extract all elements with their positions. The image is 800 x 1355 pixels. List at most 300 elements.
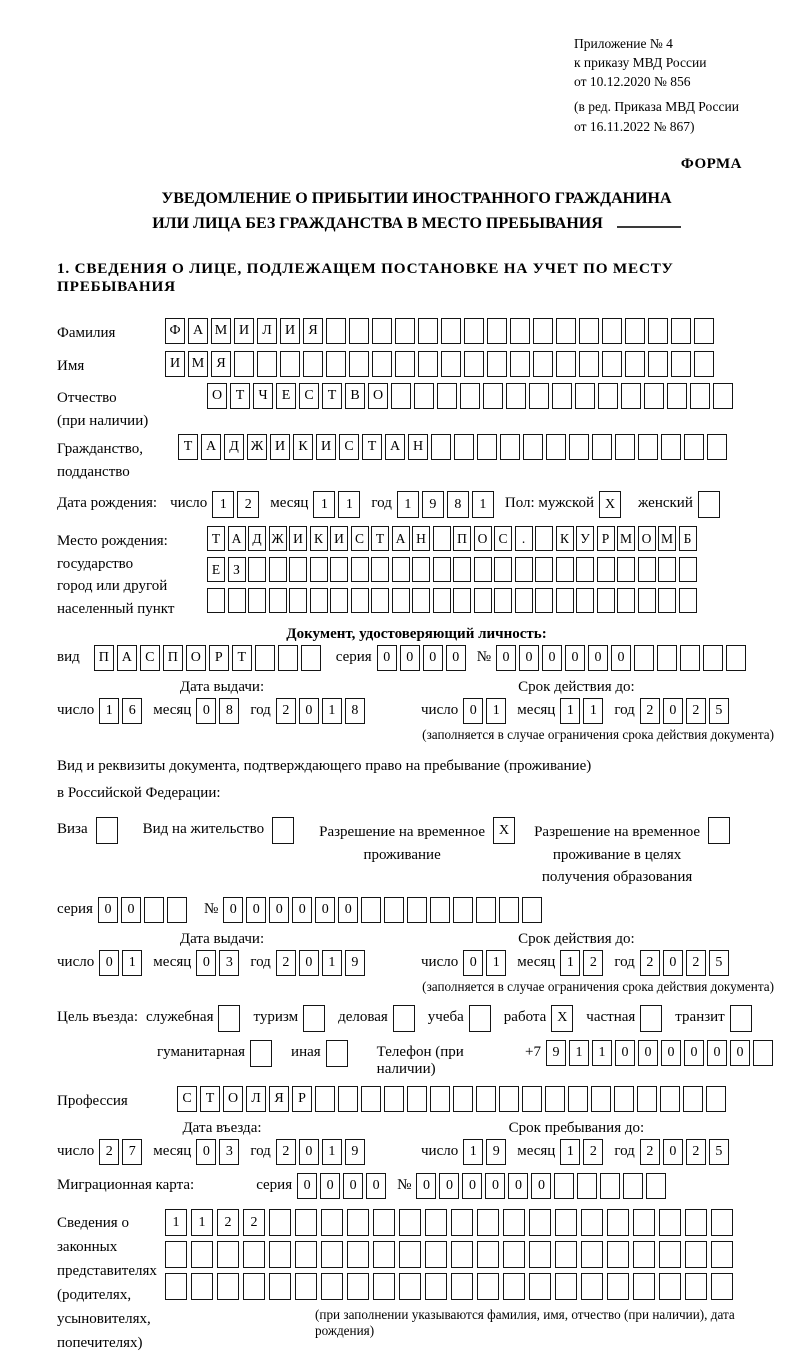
char-box[interactable] <box>499 1086 519 1112</box>
char-box[interactable] <box>690 383 710 409</box>
char-box[interactable]: 0 <box>320 1173 340 1199</box>
char-box[interactable]: Я <box>303 318 323 344</box>
char-box[interactable]: 1 <box>569 1040 589 1066</box>
char-box[interactable]: 2 <box>640 1139 660 1165</box>
char-box[interactable] <box>321 1241 343 1268</box>
char-box[interactable] <box>430 1086 450 1112</box>
char-box[interactable]: 0 <box>519 645 539 671</box>
char-box[interactable] <box>633 1209 655 1236</box>
char-box[interactable] <box>554 1173 574 1199</box>
char-box[interactable]: 9 <box>345 950 365 976</box>
char-box[interactable]: В <box>345 383 365 409</box>
char-box[interactable]: Д <box>248 526 266 551</box>
char-box[interactable] <box>592 434 612 460</box>
char-box[interactable]: С <box>140 645 160 671</box>
char-box[interactable] <box>269 557 287 582</box>
sex-male-checkbox-cell[interactable]: X <box>599 491 621 518</box>
char-box[interactable]: П <box>453 526 471 551</box>
char-box[interactable]: 0 <box>531 1173 551 1199</box>
char-box[interactable] <box>546 434 566 460</box>
char-box[interactable] <box>607 1241 629 1268</box>
char-box[interactable] <box>576 588 594 613</box>
char-box[interactable] <box>499 897 519 923</box>
char-box[interactable] <box>494 557 512 582</box>
char-box[interactable] <box>243 1241 265 1268</box>
char-box[interactable] <box>418 318 438 344</box>
char-box[interactable] <box>556 557 574 582</box>
char-box[interactable]: А <box>392 526 410 551</box>
char-box[interactable]: С <box>177 1086 197 1112</box>
char-box[interactable]: 0 <box>299 698 319 724</box>
char-box[interactable]: 2 <box>686 950 706 976</box>
char-box[interactable] <box>347 1273 369 1300</box>
char-box[interactable]: Е <box>276 383 296 409</box>
char-box[interactable] <box>351 557 369 582</box>
char-box[interactable] <box>753 1040 773 1066</box>
char-box[interactable] <box>351 588 369 613</box>
char-box[interactable]: 2 <box>640 698 660 724</box>
char-box[interactable]: 2 <box>99 1139 119 1165</box>
char-box[interactable] <box>568 1086 588 1112</box>
char-box[interactable] <box>407 897 427 923</box>
char-box[interactable] <box>321 1273 343 1300</box>
char-box[interactable]: 0 <box>121 897 141 923</box>
char-box[interactable]: М <box>658 526 676 551</box>
char-box[interactable] <box>437 383 457 409</box>
char-box[interactable]: 0 <box>439 1173 459 1199</box>
char-box[interactable]: . <box>515 526 533 551</box>
char-box[interactable] <box>638 588 656 613</box>
char-box[interactable] <box>648 351 668 377</box>
char-box[interactable]: 2 <box>243 1209 265 1236</box>
char-box[interactable]: 1 <box>560 698 580 724</box>
char-box[interactable] <box>671 318 691 344</box>
char-box[interactable] <box>602 318 622 344</box>
char-box[interactable]: 2 <box>686 1139 706 1165</box>
char-box[interactable] <box>451 1273 473 1300</box>
char-box[interactable] <box>581 1209 603 1236</box>
char-box[interactable]: 0 <box>269 897 289 923</box>
char-box[interactable]: Т <box>230 383 250 409</box>
char-box[interactable]: 2 <box>583 1139 603 1165</box>
char-box[interactable]: А <box>188 318 208 344</box>
char-box[interactable]: О <box>223 1086 243 1112</box>
char-box[interactable]: 6 <box>122 698 142 724</box>
char-box[interactable] <box>575 383 595 409</box>
char-box[interactable] <box>453 897 473 923</box>
char-box[interactable]: А <box>385 434 405 460</box>
char-box[interactable] <box>685 1209 707 1236</box>
char-box[interactable] <box>579 351 599 377</box>
char-box[interactable]: 1 <box>397 491 419 518</box>
char-box[interactable]: 5 <box>709 950 729 976</box>
char-box[interactable]: 1 <box>322 1139 342 1165</box>
char-box[interactable]: 2 <box>276 698 296 724</box>
char-box[interactable]: П <box>163 645 183 671</box>
temp-residence-checkbox-cell[interactable]: X <box>493 817 515 844</box>
char-box[interactable] <box>310 557 328 582</box>
char-box[interactable]: 0 <box>446 645 466 671</box>
char-box[interactable] <box>347 1241 369 1268</box>
char-box[interactable]: З <box>228 557 246 582</box>
char-box[interactable] <box>464 318 484 344</box>
char-box[interactable] <box>556 588 574 613</box>
char-box[interactable]: 0 <box>196 1139 216 1165</box>
char-box[interactable]: 0 <box>99 950 119 976</box>
char-box[interactable]: Н <box>408 434 428 460</box>
char-box[interactable]: 0 <box>98 897 118 923</box>
char-box[interactable] <box>228 588 246 613</box>
char-box[interactable]: С <box>351 526 369 551</box>
char-box[interactable] <box>347 1209 369 1236</box>
char-box[interactable] <box>621 383 641 409</box>
char-box[interactable] <box>303 351 323 377</box>
char-box[interactable]: У <box>576 526 594 551</box>
char-box[interactable]: 1 <box>472 491 494 518</box>
purpose-official-checkbox-cell[interactable] <box>218 1005 240 1032</box>
char-box[interactable] <box>477 1273 499 1300</box>
char-box[interactable] <box>711 1241 733 1268</box>
char-box[interactable]: 0 <box>315 897 335 923</box>
char-box[interactable]: Л <box>246 1086 266 1112</box>
char-box[interactable] <box>474 588 492 613</box>
char-box[interactable] <box>412 557 430 582</box>
char-box[interactable]: 0 <box>463 950 483 976</box>
char-box[interactable] <box>680 645 700 671</box>
char-box[interactable] <box>217 1273 239 1300</box>
char-box[interactable] <box>533 351 553 377</box>
char-box[interactable] <box>373 1241 395 1268</box>
char-box[interactable] <box>207 588 225 613</box>
char-box[interactable] <box>269 588 287 613</box>
char-box[interactable] <box>431 434 451 460</box>
char-box[interactable]: 2 <box>237 491 259 518</box>
char-box[interactable] <box>529 1241 551 1268</box>
char-box[interactable]: И <box>330 526 348 551</box>
char-box[interactable] <box>600 1173 620 1199</box>
char-box[interactable] <box>395 318 415 344</box>
char-box[interactable]: 9 <box>486 1139 506 1165</box>
char-box[interactable] <box>625 318 645 344</box>
char-box[interactable]: 1 <box>165 1209 187 1236</box>
char-box[interactable] <box>373 1273 395 1300</box>
char-box[interactable] <box>713 383 733 409</box>
char-box[interactable] <box>330 557 348 582</box>
char-box[interactable] <box>533 318 553 344</box>
char-box[interactable] <box>321 1209 343 1236</box>
char-box[interactable] <box>607 1273 629 1300</box>
char-box[interactable]: 1 <box>583 698 603 724</box>
char-box[interactable] <box>269 1273 291 1300</box>
char-box[interactable]: К <box>556 526 574 551</box>
char-box[interactable] <box>503 1209 525 1236</box>
char-box[interactable] <box>555 1273 577 1300</box>
char-box[interactable] <box>278 645 298 671</box>
char-box[interactable]: С <box>299 383 319 409</box>
char-box[interactable] <box>392 557 410 582</box>
char-box[interactable] <box>414 383 434 409</box>
char-box[interactable] <box>597 557 615 582</box>
char-box[interactable]: 5 <box>709 698 729 724</box>
char-box[interactable] <box>617 557 635 582</box>
char-box[interactable] <box>679 588 697 613</box>
char-box[interactable] <box>529 1273 551 1300</box>
char-box[interactable] <box>338 1086 358 1112</box>
char-box[interactable]: 0 <box>343 1173 363 1199</box>
char-box[interactable] <box>552 383 572 409</box>
char-box[interactable] <box>243 1273 265 1300</box>
char-box[interactable] <box>634 645 654 671</box>
char-box[interactable]: 0 <box>542 645 562 671</box>
char-box[interactable] <box>683 1086 703 1112</box>
char-box[interactable] <box>503 1241 525 1268</box>
char-box[interactable] <box>295 1273 317 1300</box>
char-box[interactable] <box>661 434 681 460</box>
char-box[interactable] <box>591 1086 611 1112</box>
purpose-study-checkbox-cell[interactable] <box>469 1005 491 1032</box>
char-box[interactable]: 0 <box>400 645 420 671</box>
char-box[interactable]: С <box>339 434 359 460</box>
char-box[interactable]: 0 <box>663 950 683 976</box>
char-box[interactable] <box>555 1209 577 1236</box>
char-box[interactable]: 1 <box>99 698 119 724</box>
char-box[interactable]: 1 <box>486 698 506 724</box>
char-box[interactable]: 0 <box>196 698 216 724</box>
char-box[interactable]: 1 <box>191 1209 213 1236</box>
char-box[interactable]: 1 <box>560 950 580 976</box>
char-box[interactable]: Т <box>362 434 382 460</box>
char-box[interactable] <box>510 318 530 344</box>
char-box[interactable]: Ж <box>269 526 287 551</box>
char-box[interactable] <box>453 1086 473 1112</box>
char-box[interactable] <box>310 588 328 613</box>
char-box[interactable] <box>412 588 430 613</box>
char-box[interactable]: 1 <box>560 1139 580 1165</box>
char-box[interactable] <box>638 434 658 460</box>
char-box[interactable] <box>384 897 404 923</box>
char-box[interactable] <box>289 588 307 613</box>
char-box[interactable]: Л <box>257 318 277 344</box>
char-box[interactable] <box>487 351 507 377</box>
char-box[interactable]: 5 <box>709 1139 729 1165</box>
char-box[interactable] <box>349 318 369 344</box>
char-box[interactable] <box>602 351 622 377</box>
char-box[interactable]: 0 <box>638 1040 658 1066</box>
char-box[interactable] <box>617 588 635 613</box>
char-box[interactable] <box>597 588 615 613</box>
char-box[interactable]: 0 <box>611 645 631 671</box>
char-box[interactable]: 9 <box>345 1139 365 1165</box>
char-box[interactable] <box>441 351 461 377</box>
char-box[interactable]: 0 <box>707 1040 727 1066</box>
char-box[interactable] <box>391 383 411 409</box>
char-box[interactable]: Я <box>211 351 231 377</box>
char-box[interactable] <box>581 1241 603 1268</box>
char-box[interactable] <box>515 557 533 582</box>
char-box[interactable]: О <box>474 526 492 551</box>
char-box[interactable]: А <box>228 526 246 551</box>
char-box[interactable] <box>607 1209 629 1236</box>
char-box[interactable] <box>399 1241 421 1268</box>
char-box[interactable] <box>191 1273 213 1300</box>
char-box[interactable] <box>657 645 677 671</box>
char-box[interactable] <box>671 351 691 377</box>
char-box[interactable] <box>430 897 450 923</box>
char-box[interactable]: О <box>207 383 227 409</box>
char-box[interactable]: К <box>293 434 313 460</box>
char-box[interactable] <box>295 1241 317 1268</box>
sex-female-checkbox-cell[interactable] <box>698 491 720 518</box>
char-box[interactable] <box>373 1209 395 1236</box>
purpose-other-checkbox-cell[interactable] <box>326 1040 348 1067</box>
char-box[interactable] <box>646 1173 666 1199</box>
char-box[interactable]: М <box>211 318 231 344</box>
char-box[interactable]: 1 <box>338 491 360 518</box>
char-box[interactable] <box>372 351 392 377</box>
char-box[interactable] <box>633 1241 655 1268</box>
char-box[interactable] <box>625 351 645 377</box>
char-box[interactable] <box>269 1241 291 1268</box>
char-box[interactable] <box>477 1209 499 1236</box>
char-box[interactable] <box>707 434 727 460</box>
char-box[interactable]: 1 <box>313 491 335 518</box>
char-box[interactable] <box>372 318 392 344</box>
char-box[interactable] <box>523 434 543 460</box>
char-box[interactable] <box>425 1273 447 1300</box>
char-box[interactable] <box>555 1241 577 1268</box>
char-box[interactable] <box>660 1086 680 1112</box>
char-box[interactable] <box>506 383 526 409</box>
char-box[interactable]: 1 <box>463 1139 483 1165</box>
char-box[interactable]: М <box>617 526 635 551</box>
char-box[interactable]: 0 <box>338 897 358 923</box>
char-box[interactable] <box>371 557 389 582</box>
char-box[interactable]: 1 <box>122 950 142 976</box>
char-box[interactable] <box>577 1173 597 1199</box>
char-box[interactable] <box>494 588 512 613</box>
char-box[interactable]: И <box>165 351 185 377</box>
char-box[interactable] <box>659 1241 681 1268</box>
char-box[interactable] <box>615 434 635 460</box>
char-box[interactable]: О <box>368 383 388 409</box>
char-box[interactable] <box>598 383 618 409</box>
char-box[interactable]: Я <box>269 1086 289 1112</box>
char-box[interactable] <box>474 557 492 582</box>
char-box[interactable]: Т <box>200 1086 220 1112</box>
char-box[interactable] <box>476 1086 496 1112</box>
char-box[interactable] <box>711 1273 733 1300</box>
char-box[interactable] <box>522 897 542 923</box>
purpose-work-checkbox-cell[interactable]: X <box>551 1005 573 1032</box>
char-box[interactable] <box>633 1273 655 1300</box>
residence-permit-checkbox-cell[interactable] <box>272 817 294 844</box>
char-box[interactable]: Р <box>209 645 229 671</box>
char-box[interactable] <box>269 1209 291 1236</box>
char-box[interactable]: 0 <box>462 1173 482 1199</box>
char-box[interactable] <box>711 1209 733 1236</box>
char-box[interactable]: Ф <box>165 318 185 344</box>
char-box[interactable] <box>529 1209 551 1236</box>
char-box[interactable] <box>301 645 321 671</box>
char-box[interactable] <box>453 588 471 613</box>
char-box[interactable] <box>685 1241 707 1268</box>
char-box[interactable] <box>433 526 451 551</box>
char-box[interactable]: А <box>201 434 221 460</box>
char-box[interactable] <box>454 434 474 460</box>
char-box[interactable]: И <box>270 434 290 460</box>
char-box[interactable]: 2 <box>640 950 660 976</box>
char-box[interactable]: Е <box>207 557 225 582</box>
char-box[interactable]: 0 <box>663 698 683 724</box>
char-box[interactable] <box>349 351 369 377</box>
char-box[interactable] <box>433 557 451 582</box>
char-box[interactable]: Б <box>679 526 697 551</box>
char-box[interactable] <box>487 318 507 344</box>
char-box[interactable]: М <box>188 351 208 377</box>
char-box[interactable]: Ч <box>253 383 273 409</box>
char-box[interactable]: 0 <box>196 950 216 976</box>
char-box[interactable] <box>556 351 576 377</box>
char-box[interactable] <box>451 1209 473 1236</box>
char-box[interactable] <box>248 557 266 582</box>
char-box[interactable] <box>418 351 438 377</box>
char-box[interactable]: 0 <box>299 1139 319 1165</box>
char-box[interactable] <box>441 318 461 344</box>
purpose-transit-checkbox-cell[interactable] <box>730 1005 752 1032</box>
char-box[interactable] <box>371 588 389 613</box>
char-box[interactable] <box>280 351 300 377</box>
char-box[interactable] <box>658 588 676 613</box>
char-box[interactable] <box>165 1241 187 1268</box>
char-box[interactable] <box>694 318 714 344</box>
char-box[interactable]: 1 <box>212 491 234 518</box>
char-box[interactable] <box>581 1273 603 1300</box>
char-box[interactable] <box>476 897 496 923</box>
char-box[interactable] <box>535 557 553 582</box>
char-box[interactable] <box>684 434 704 460</box>
purpose-humanitarian-checkbox-cell[interactable] <box>250 1040 272 1067</box>
char-box[interactable]: 9 <box>546 1040 566 1066</box>
char-box[interactable] <box>638 557 656 582</box>
char-box[interactable]: 2 <box>276 950 296 976</box>
char-box[interactable]: 8 <box>345 698 365 724</box>
char-box[interactable]: 0 <box>496 645 516 671</box>
char-box[interactable]: 0 <box>416 1173 436 1199</box>
char-box[interactable] <box>694 351 714 377</box>
visa-checkbox-cell[interactable] <box>96 817 118 844</box>
char-box[interactable] <box>659 1273 681 1300</box>
char-box[interactable] <box>392 588 410 613</box>
char-box[interactable] <box>477 1241 499 1268</box>
char-box[interactable] <box>460 383 480 409</box>
char-box[interactable] <box>535 526 553 551</box>
char-box[interactable]: 0 <box>663 1139 683 1165</box>
char-box[interactable] <box>522 1086 542 1112</box>
char-box[interactable] <box>483 383 503 409</box>
char-box[interactable] <box>703 645 723 671</box>
char-box[interactable]: Д <box>224 434 244 460</box>
char-box[interactable]: 1 <box>486 950 506 976</box>
char-box[interactable] <box>289 557 307 582</box>
char-box[interactable] <box>425 1209 447 1236</box>
char-box[interactable]: 3 <box>219 950 239 976</box>
char-box[interactable]: 2 <box>276 1139 296 1165</box>
char-box[interactable] <box>658 557 676 582</box>
char-box[interactable]: П <box>94 645 114 671</box>
char-box[interactable]: Т <box>178 434 198 460</box>
char-box[interactable]: Т <box>371 526 389 551</box>
char-box[interactable] <box>644 383 664 409</box>
